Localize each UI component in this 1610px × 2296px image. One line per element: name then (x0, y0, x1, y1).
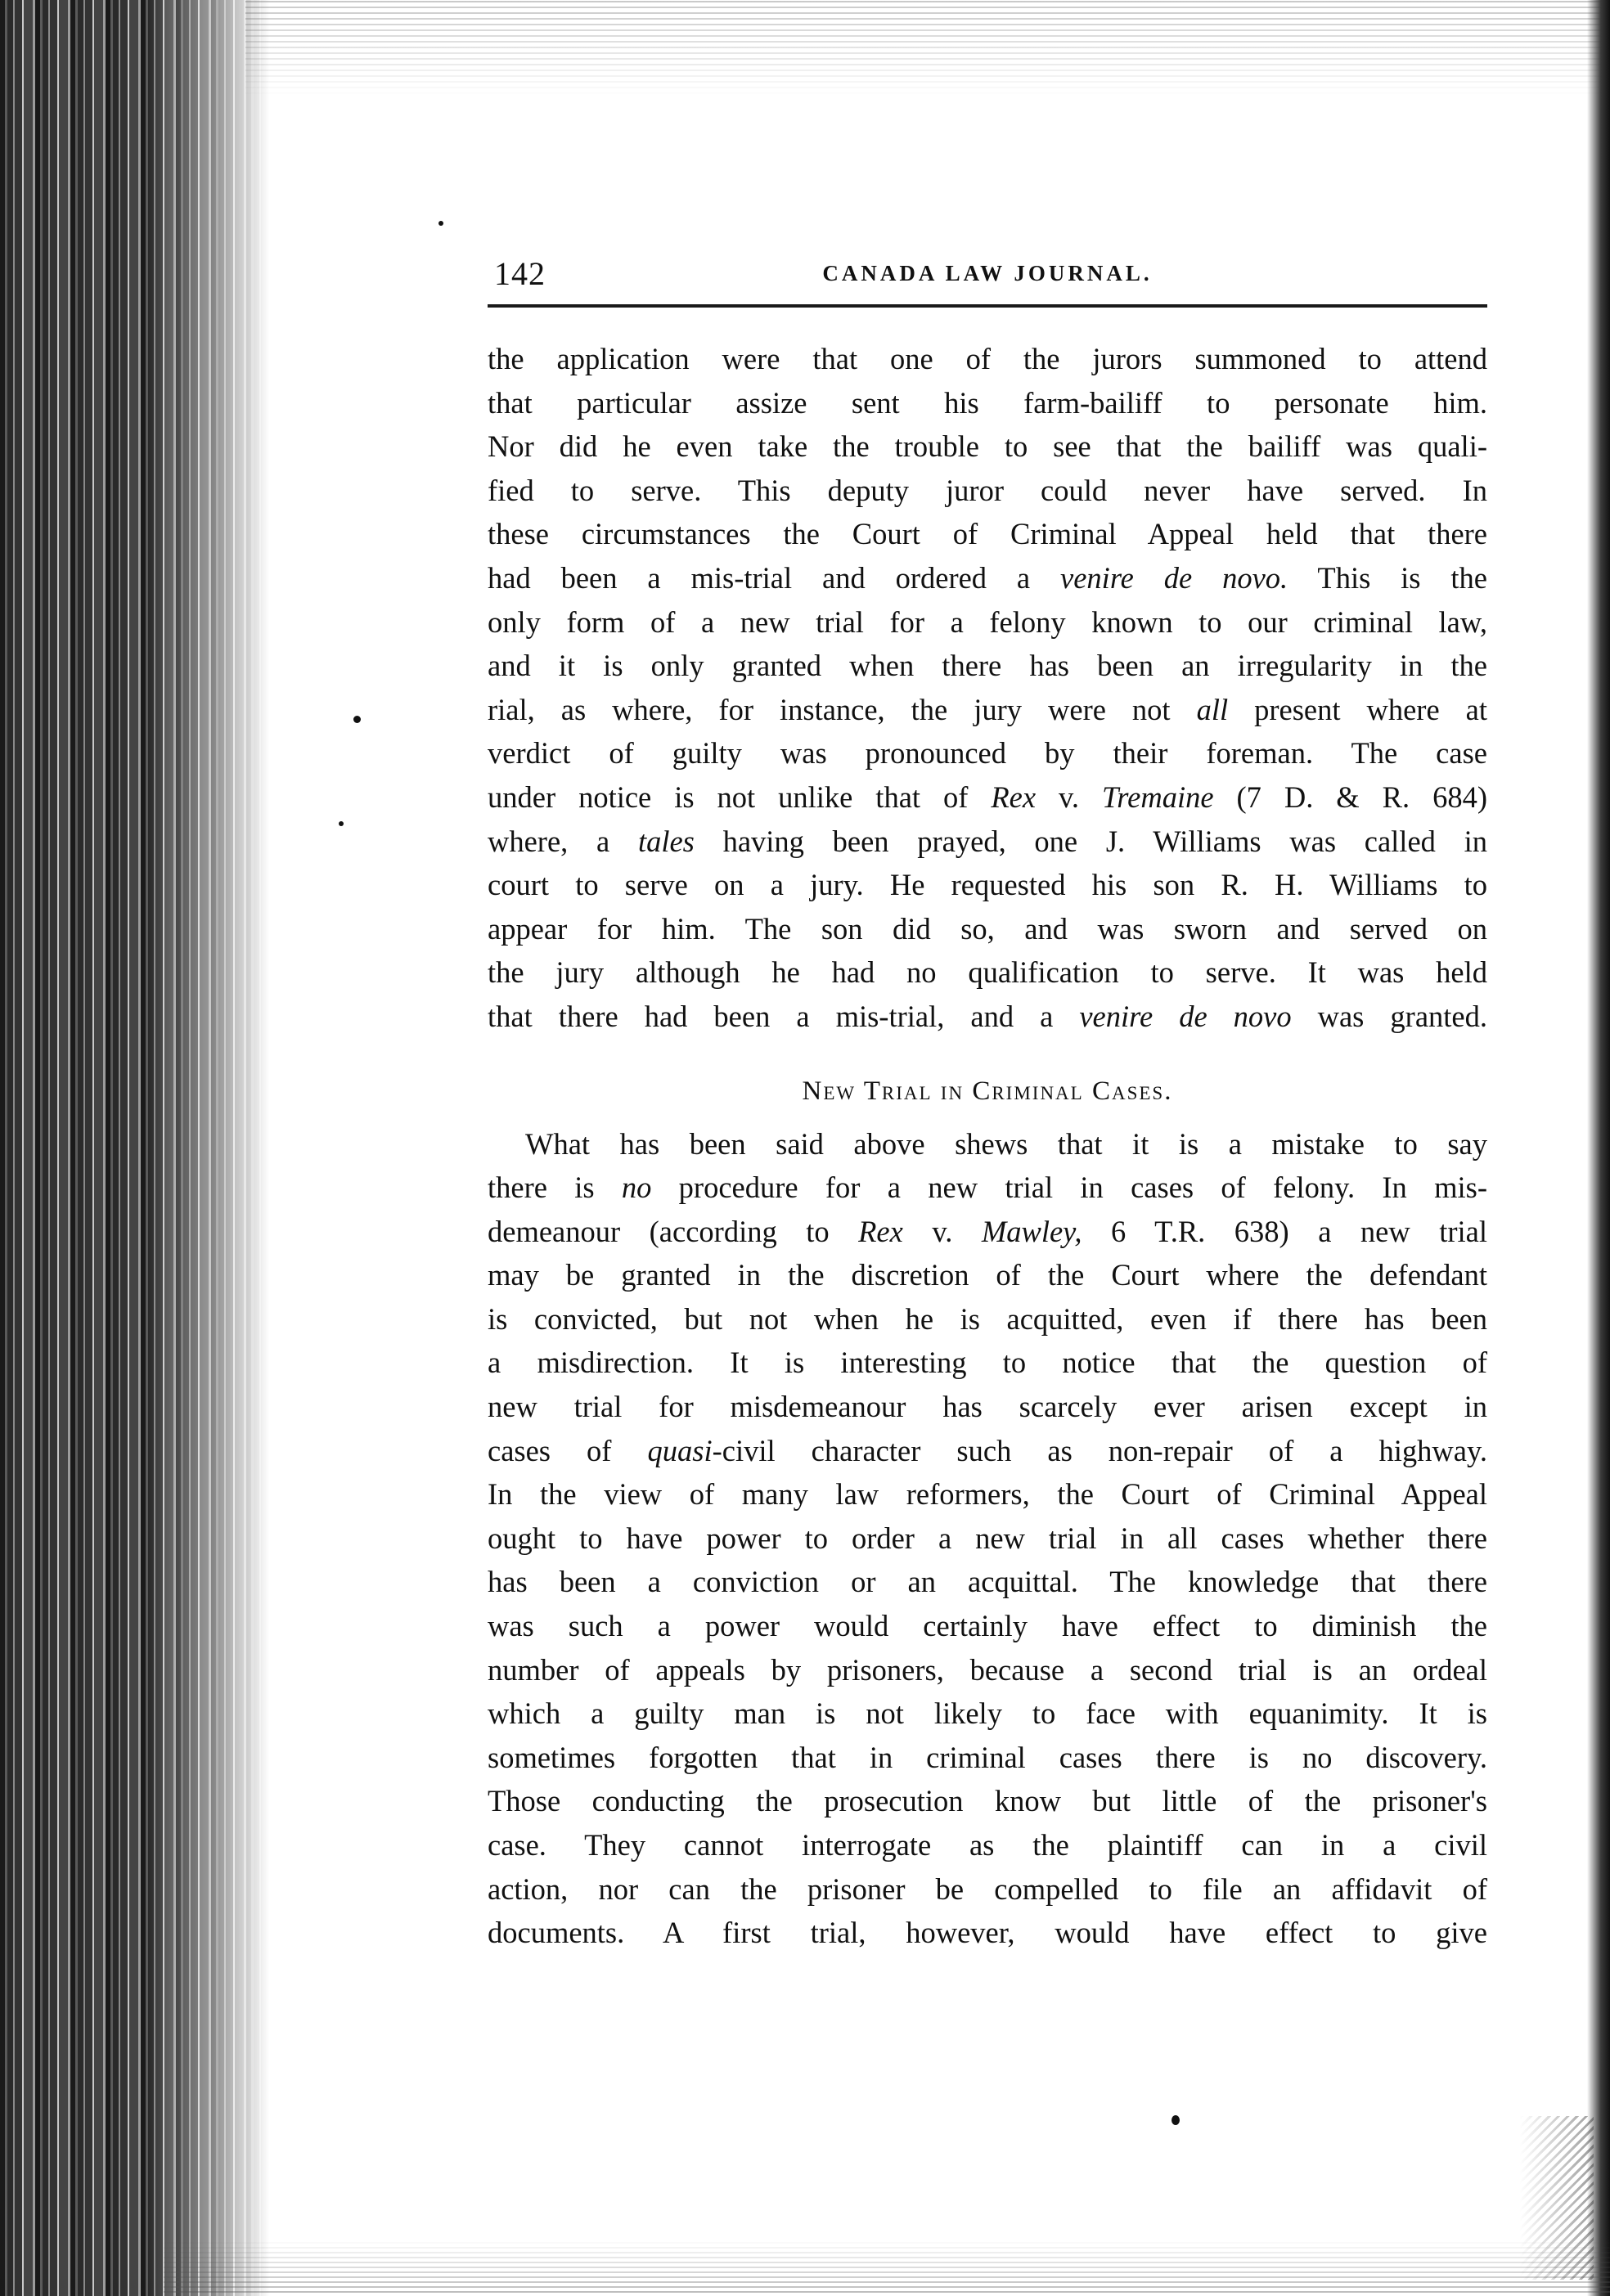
italic-text: tales (637, 824, 695, 858)
text-line: the jury although he had no qualification to serve. It was held (488, 955, 1487, 990)
text-line: was such a power would certainly have effect to diminish the (488, 1609, 1487, 1643)
italic-text: Rex (858, 1214, 903, 1248)
text-line: these circumstances the Court of Criminal Appeal held that there (488, 517, 1487, 551)
text-line: the application were that one of the jurors summoned to attend (488, 342, 1487, 375)
scan-speck (1172, 2115, 1180, 2125)
text-line: Nor did he even take the trouble to see that the bailiff was quali- (488, 429, 1487, 464)
italic-text: all (1196, 692, 1229, 726)
scanned-top-edge (245, 0, 1610, 98)
text-line: case. They cannot interrogate as the plaintiff can in a civil (488, 1828, 1487, 1862)
text-line: had been a mis-trial and ordered a venire de novo. This is the (488, 560, 1487, 595)
page-header (488, 245, 1487, 308)
italic-text: no (621, 1170, 652, 1205)
text-line: sometimes forgotten that in criminal cases there is no discovery. (488, 1740, 1487, 1774)
body-paragraph-1 (488, 337, 1487, 1039)
italic-text: venire de novo (1079, 999, 1292, 1033)
text-line: cases of quasi-civil character such as non-repair of a highway. (488, 1433, 1487, 1467)
scan-speck (353, 716, 361, 723)
text-line: only form of a new trial for a felony known to our criminal law, (488, 604, 1487, 639)
text-line: court to serve on a jury. He requested his son R. H. Williams to (488, 868, 1487, 902)
running-title: CANADA LAW JOURNAL. (822, 261, 1153, 285)
text-line: number of appeals by prisoners, because a second trial is an ordeal (488, 1652, 1487, 1687)
italic-text: Rex (991, 780, 1037, 814)
italic-text: venire de novo. (1060, 560, 1288, 595)
text-line: In the view of many law reformers, the Court of Criminal Appeal (488, 1477, 1487, 1512)
body-paragraph-2 (488, 1122, 1487, 1955)
text-line: that there had been a mis-trial, and a venire de novo was granted. (488, 999, 1487, 1033)
italic-text: quasi (647, 1433, 713, 1467)
text-line: appear for him. The son did so, and was sworn and served on (488, 911, 1487, 946)
text-line: ought to have power to order a new trial in all cases whether there (488, 1521, 1487, 1555)
scanned-bottom-edge (164, 2239, 1610, 2296)
text-line: rial, as where, for instance, the jury were not all present where at (488, 692, 1487, 726)
text-line: documents. A first trial, however, would have effect to give (488, 1916, 1487, 1950)
text-line: new trial for misdemeanour has scarcely ever arisen except in (488, 1390, 1487, 1424)
text-line: that particular assize sent his farm-bailiff to personate him. (488, 385, 1487, 420)
section-heading: New Trial in Criminal Cases. (802, 1076, 1173, 1106)
text-line: has been a conviction or an acquittal. The knowledge that there (488, 1565, 1487, 1599)
text-line: there is no procedure for a new trial in cases of felony. In mis- (488, 1170, 1487, 1205)
text-line: action, nor can the prisoner be compelled to file an affidavit of (488, 1871, 1487, 1906)
text-line: is convicted, but not when he is acquitted, even if there has been (488, 1301, 1487, 1336)
text-line: demeanour (according to Rex v. Mawley, 6 T.R. 638) a new trial (488, 1214, 1487, 1248)
text-line: under notice is not unlike that of Rex v. Tremaine (7 D. & R. 684) (488, 780, 1487, 814)
page-number: 142 (494, 255, 546, 292)
book-page (488, 245, 1487, 1955)
text-line: a misdirection. It is interesting to notice that the question of (488, 1346, 1487, 1380)
scan-speck (438, 221, 443, 226)
text-line: may be granted in the discretion of the Court where the defendant (488, 1258, 1487, 1292)
italic-text: Tremaine (1102, 780, 1214, 814)
text-line: fied to serve. This deputy juror could never have served. In (488, 473, 1487, 507)
text-line: and it is only granted when there has been an irregularity in the (488, 649, 1487, 683)
scanned-binding-edge (0, 0, 270, 2296)
text-line: What has been said above shews that it is a mistake to say (525, 1126, 1487, 1161)
italic-text: Mawley, (981, 1214, 1082, 1248)
text-line: Those conducting the prosecution know but little of the prisoner's (488, 1784, 1487, 1818)
text-line: which a guilty man is not likely to face with equanimity. It is (488, 1696, 1487, 1731)
text-line: where, a tales having been prayed, one J. Williams was called in (488, 824, 1487, 858)
scanned-right-edge (1587, 0, 1610, 2296)
scanned-corner-shadow (1520, 2116, 1594, 2280)
text-line: verdict of guilty was pronounced by their foreman. The case (488, 736, 1487, 771)
scan-speck (339, 821, 344, 826)
